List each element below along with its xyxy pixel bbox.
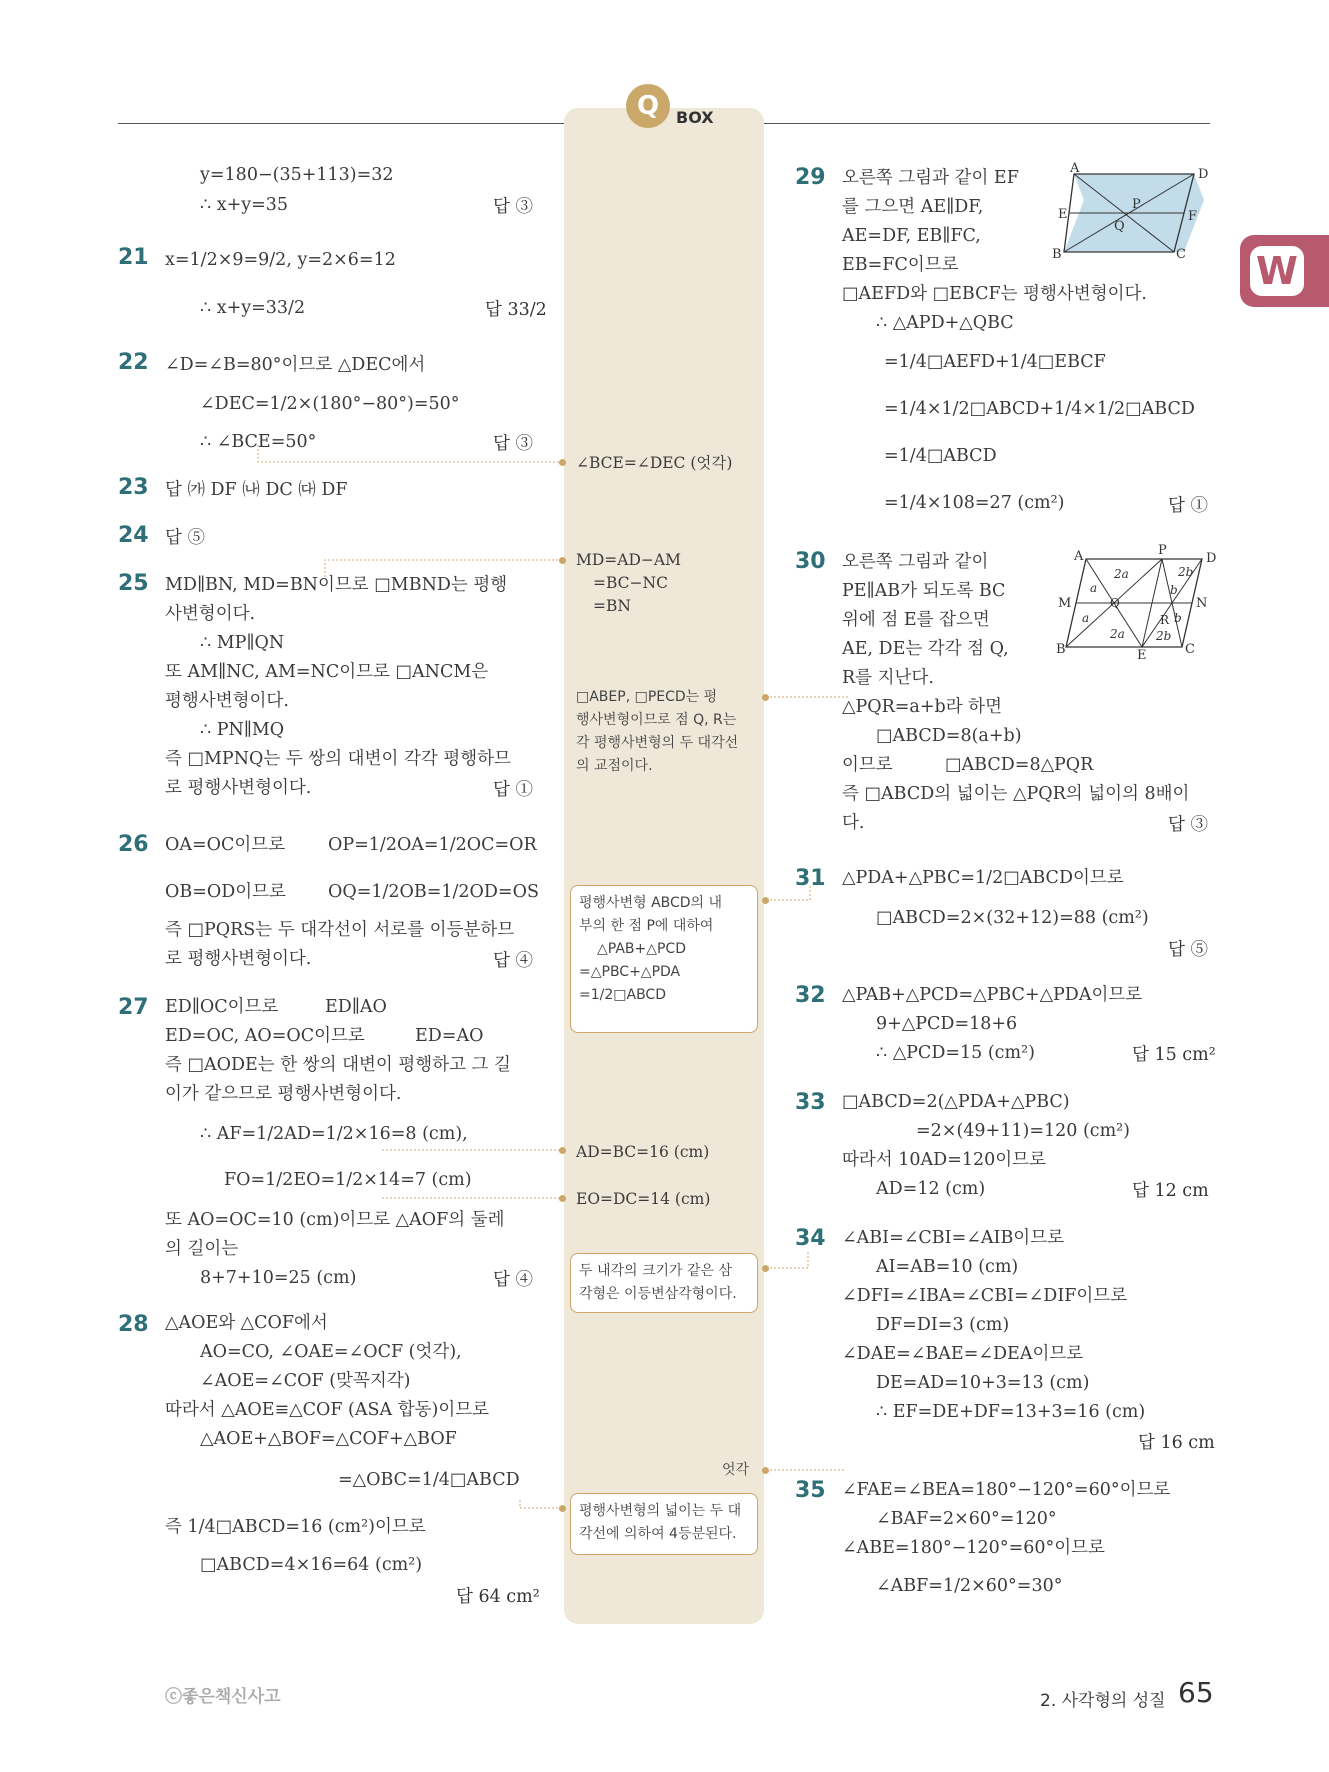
solution-line: 위에 점 E를 잡으면 [842,610,990,630]
solution-line: 9+△PCD=18+6 [876,1014,1018,1034]
problem-number: 26 [118,832,149,857]
vertex-label: Q [1110,596,1120,610]
problem-number: 27 [118,995,149,1020]
solution-line: 즉 □PQRS는 두 대각선이 서로를 이등분하므 [165,920,515,940]
solution-line: 로 평행사변형이다. [165,949,312,969]
problem-number: 21 [118,245,149,270]
qbox-note-line: 평행사변형 ABCD의 내 [579,895,723,911]
solution-line: MD∥BN, MD=BN이므로 □MBND는 평행 [165,575,508,595]
qbox-note: AD=BC=16 (cm) [576,1143,710,1161]
answer-label: 답 ③ [493,434,533,454]
solution-line: 사변형이다. [165,604,256,624]
solution-line: OA=OC이므로 [165,835,286,855]
vertex-label: F [1188,209,1198,224]
answer-label: 답 ③ [1168,815,1208,835]
solution-line: DE=AD=10+3=13 (cm) [876,1373,1090,1393]
solution-line: y=180−(35+113)=32 [200,165,394,185]
vertex-label: Q [1114,219,1125,234]
solution-line: ∴ x+y=35 [200,195,289,215]
solution-line: ∴ △PCD=15 (cm²) [876,1043,1035,1063]
problem-number: 35 [795,1478,826,1503]
answer-label: 답 33/2 [485,300,547,320]
solution-line: ED=AO [415,1026,484,1046]
area-label: a [1082,611,1090,625]
qbox-callout [570,885,758,1033]
problem-number: 24 [118,523,149,548]
solution-line: ∠D=∠B=80°이므로 △DEC에서 [165,355,426,375]
solution-line: ∴ x+y=33/2 [200,298,306,318]
solution-line: 답 ㈎ DF ㈏ DC ㈐ DF [165,480,348,500]
area-label: 2b [1178,565,1194,579]
solution-line: AO=CO, ∠OAE=∠OCF (엇각), [200,1342,462,1362]
problem-number: 32 [795,983,826,1008]
solution-line: =1/4×108=27 (cm²) [884,493,1065,513]
solution-line: OB=OD이므로 [165,882,286,902]
area-label: 2a [1110,627,1125,641]
solution-line: ∴ ∠BCE=50° [200,432,317,452]
qbox-note-line: 각 평행사변형의 두 대각선 [576,735,739,751]
solution-line: 즉 □MPNQ는 두 쌍의 대변이 각각 평행하므 [165,749,511,769]
solution-line: FO=1/2EO=1/2×14=7 (cm) [224,1170,472,1190]
qbox-note-line: 각선에 의하여 4등분된다. [579,1526,737,1542]
solution-line: 즉 1/4□ABCD=16 (cm²)이므로 [165,1517,426,1537]
qbox-note-line: 두 내각의 크기가 같은 삼 [579,1263,733,1279]
vertex-label: M [1058,596,1072,611]
solution-line: 오른쪽 그림과 같이 [842,552,989,572]
solution-line: ∴ PN∥MQ [200,720,285,740]
qbox-note [576,686,738,778]
qbox-note-line: □ABEP, □PECD는 평 [576,689,718,705]
qbox-note: MD=AD−AM [576,551,681,569]
solution-line: ∠DAE=∠BAE=∠DEA이므로 [842,1344,1084,1364]
solution-line: =△OBC=1/4□ABCD [338,1470,520,1490]
solution-line: □ABCD=8△PQR [945,755,1094,775]
solution-line: 이므로 [842,755,893,775]
solution-line: =1/4□ABCD [884,446,997,466]
solution-line: ∠ABI=∠CBI=∠AIB이므로 [842,1228,1065,1248]
solution-line: ∴ EF=DE+DF=13+3=16 (cm) [876,1402,1146,1422]
vertex-label: A [1074,549,1084,564]
solution-line: 의 길이는 [165,1239,239,1259]
qbox-note-line: =△PBC+△PDA [579,964,681,980]
area-label: b [1174,611,1182,625]
chapter-title: 2. 사각형의 성질 [1040,1691,1166,1711]
area-label: b [1170,583,1178,597]
solution-line: ∠ABE=180°−120°=60°이므로 [842,1538,1105,1558]
qbox-note: ∠BCE=∠DEC (엇각) [576,454,733,472]
connector-dot [762,1467,769,1474]
connector-dot [559,1505,566,1512]
qbox-note: =BC−NC [593,574,668,592]
solution-line: △AOE+△BOF=△COF+△BOF [200,1429,457,1449]
area-label: 2b [1156,629,1172,643]
solution-line: ∴ MP∥QN [200,633,285,653]
solution-line: □ABCD=8(a+b) [876,726,1022,746]
area-label: 2a [1114,567,1129,581]
vertex-label: D [1206,551,1217,566]
solution-line: OP=1/2OA=1/2OC=OR [328,835,537,855]
vertex-label: B [1052,247,1062,262]
answer-label: 답 16 cm [1138,1433,1215,1453]
connector-dot [762,694,769,701]
connector-dot [559,557,566,564]
solution-line: AD=12 (cm) [876,1179,986,1199]
solution-line: 답 ⑤ [165,528,205,548]
solution-line: ED∥OC이므로 [165,997,279,1017]
solution-line: x=1/2×9=9/2, y=2×6=12 [165,250,396,270]
solution-line: ∠DEC=1/2×(180°−80°)=50° [200,394,460,414]
problem-number: 23 [118,475,149,500]
qbox-note-line: =1/2□ABCD [579,987,666,1003]
answer-label: 답 64 cm² [456,1587,540,1607]
page-number: 65 [1178,1676,1214,1709]
q-logo-icon: Q [626,84,670,128]
solution-line: 따라서 △AOE≡△COF (ASA 합동)이므로 [165,1400,490,1420]
solution-line: △PDA+△PBC=1/2□ABCD이므로 [842,868,1124,888]
vertex-label: P [1132,197,1141,212]
solution-line: ∠FAE=∠BEA=180°−120°=60°이므로 [842,1480,1171,1500]
qbox-note-line: 부의 한 점 P에 대하여 [579,918,714,934]
solution-line: 로 평행사변형이다. [165,778,312,798]
qbox-note: 엇각 [722,1462,750,1478]
qbox-note-line: 행사변형이므로 점 Q, R는 [576,712,737,728]
area-label: a [1090,581,1098,595]
qbox-note: =BN [593,597,631,615]
vertex-label: E [1137,648,1147,660]
solution-line: □ABCD=2×(32+12)=88 (cm²) [876,908,1149,928]
solution-line: PE∥AB가 되도록 BC [842,581,1006,601]
connector-dot [762,897,769,904]
qbox-note-line: 각형은 이등변삼각형이다. [579,1286,737,1302]
vertex-label: P [1158,543,1167,558]
solution-line: EB=FC이므로 [842,255,959,275]
solution-line: 이가 같으므로 평행사변형이다. [165,1084,402,1104]
solution-line: ∴ △APD+△QBC [876,313,1014,333]
problem-number: 29 [795,165,826,190]
w-logo-icon: W [1250,246,1304,296]
qbox-note-line: 평행사변형의 넓이는 두 대 [579,1503,742,1519]
solution-line: ED=OC, AO=OC이므로 [165,1026,365,1046]
solution-line: 즉 □ABCD의 넓이는 △PQR의 넓이의 8배이 [842,784,1190,804]
vertex-label: C [1176,247,1186,262]
qbox-note: EO=DC=14 (cm) [576,1190,711,1208]
solution-line: ∠BAF=2×60°=120° [876,1509,1057,1529]
answer-label: 답 ④ [493,1270,533,1290]
vertex-label: D [1198,167,1209,182]
solution-line: ∴ AF=1/2AD=1/2×16=8 (cm), [200,1124,468,1144]
figure-30 [1052,542,1220,660]
problem-number: 33 [795,1090,826,1115]
answer-label: 답 ④ [493,951,533,971]
solution-line: 또 AO=OC=10 (cm)이므로 △AOF의 둘레 [165,1210,505,1230]
solution-line: △AOE와 △COF에서 [165,1313,328,1333]
problem-number: 25 [118,571,149,596]
solution-line: AE, DE는 각각 점 Q, [842,639,1009,659]
solution-line: =1/4×1/2□ABCD+1/4×1/2□ABCD [884,399,1195,419]
solution-line: OQ=1/2OB=1/2OD=OS [328,882,539,902]
solution-line: 오른쪽 그림과 같이 EF [842,168,1019,188]
solution-line: ∠DFI=∠IBA=∠CBI=∠DIF이므로 [842,1286,1128,1306]
qbox-note-line: △PAB+△PCD [597,941,686,957]
problem-number: 28 [118,1312,149,1337]
connector-dot [559,1195,566,1202]
problem-number: 34 [795,1226,826,1251]
solution-line: 를 그으면 AE∥DF, [842,197,984,217]
solution-line: AI=AB=10 (cm) [876,1257,1019,1277]
answer-label: 답 ③ [493,197,533,217]
solution-line: AE=DF, EB∥FC, [842,226,981,246]
solution-line: △PAB+△PCD=△PBC+△PDA이므로 [842,985,1143,1005]
problem-number: 30 [795,549,826,574]
qbox-note-line: 의 교점이다. [576,758,653,774]
solution-line: ∠ABF=1/2×60°=30° [876,1576,1063,1596]
qbox-callout [570,1493,758,1555]
solution-line: □AEFD와 □EBCF는 평행사변형이다. [842,284,1147,304]
vertex-label: C [1185,642,1195,657]
solution-line: =1/4□AEFD+1/4□EBCF [884,352,1106,372]
solution-line: 즉 □AODE는 한 쌍의 대변이 평행하고 그 길 [165,1055,511,1075]
solution-line: 평행사변형이다. [165,691,289,711]
vertex-label: R [1160,613,1170,627]
publisher-logo: ⓒ좋은책신사고 [165,1687,281,1707]
qbox-callout [570,1253,758,1313]
solution-line: =2×(49+11)=120 (cm²) [916,1121,1131,1141]
solution-line: □ABCD=2(△PDA+△PBC) [842,1092,1070,1112]
answer-label: 답 ① [493,780,533,800]
solution-line: □ABCD=4×16=64 (cm²) [200,1555,423,1575]
vertex-label: E [1058,207,1068,222]
connector-dot [559,1147,566,1154]
answer-label: 답 15 cm² [1132,1045,1216,1065]
connector-dot [762,1265,769,1272]
answer-label: 답 ⑤ [1168,940,1208,960]
problem-number: 22 [118,350,149,375]
answer-label: 답 ① [1168,496,1208,516]
solution-line: ∠AOE=∠COF (맞꼭지각) [200,1371,411,1391]
solution-line: △PQR=a+b라 하면 [842,697,1002,717]
solution-line: 따라서 10AD=120이므로 [842,1150,1046,1170]
qbox-label: BOX [676,108,714,127]
figure-29 [1040,160,1218,264]
vertex-label: B [1056,642,1066,657]
problem-number: 31 [795,866,826,891]
vertex-label: A [1070,161,1080,176]
solution-line: DF=DI=3 (cm) [876,1315,1010,1335]
solution-line: R를 지난다. [842,668,934,688]
connector-dot [559,459,566,466]
vertex-label: N [1196,596,1208,611]
solution-line: ED∥AO [325,997,387,1017]
solution-line: 또 AM∥NC, AM=NC이므로 □ANCM은 [165,662,489,682]
solution-line: 다. [842,813,865,833]
solution-line: 8+7+10=25 (cm) [200,1268,357,1288]
answer-label: 답 12 cm [1132,1181,1209,1201]
